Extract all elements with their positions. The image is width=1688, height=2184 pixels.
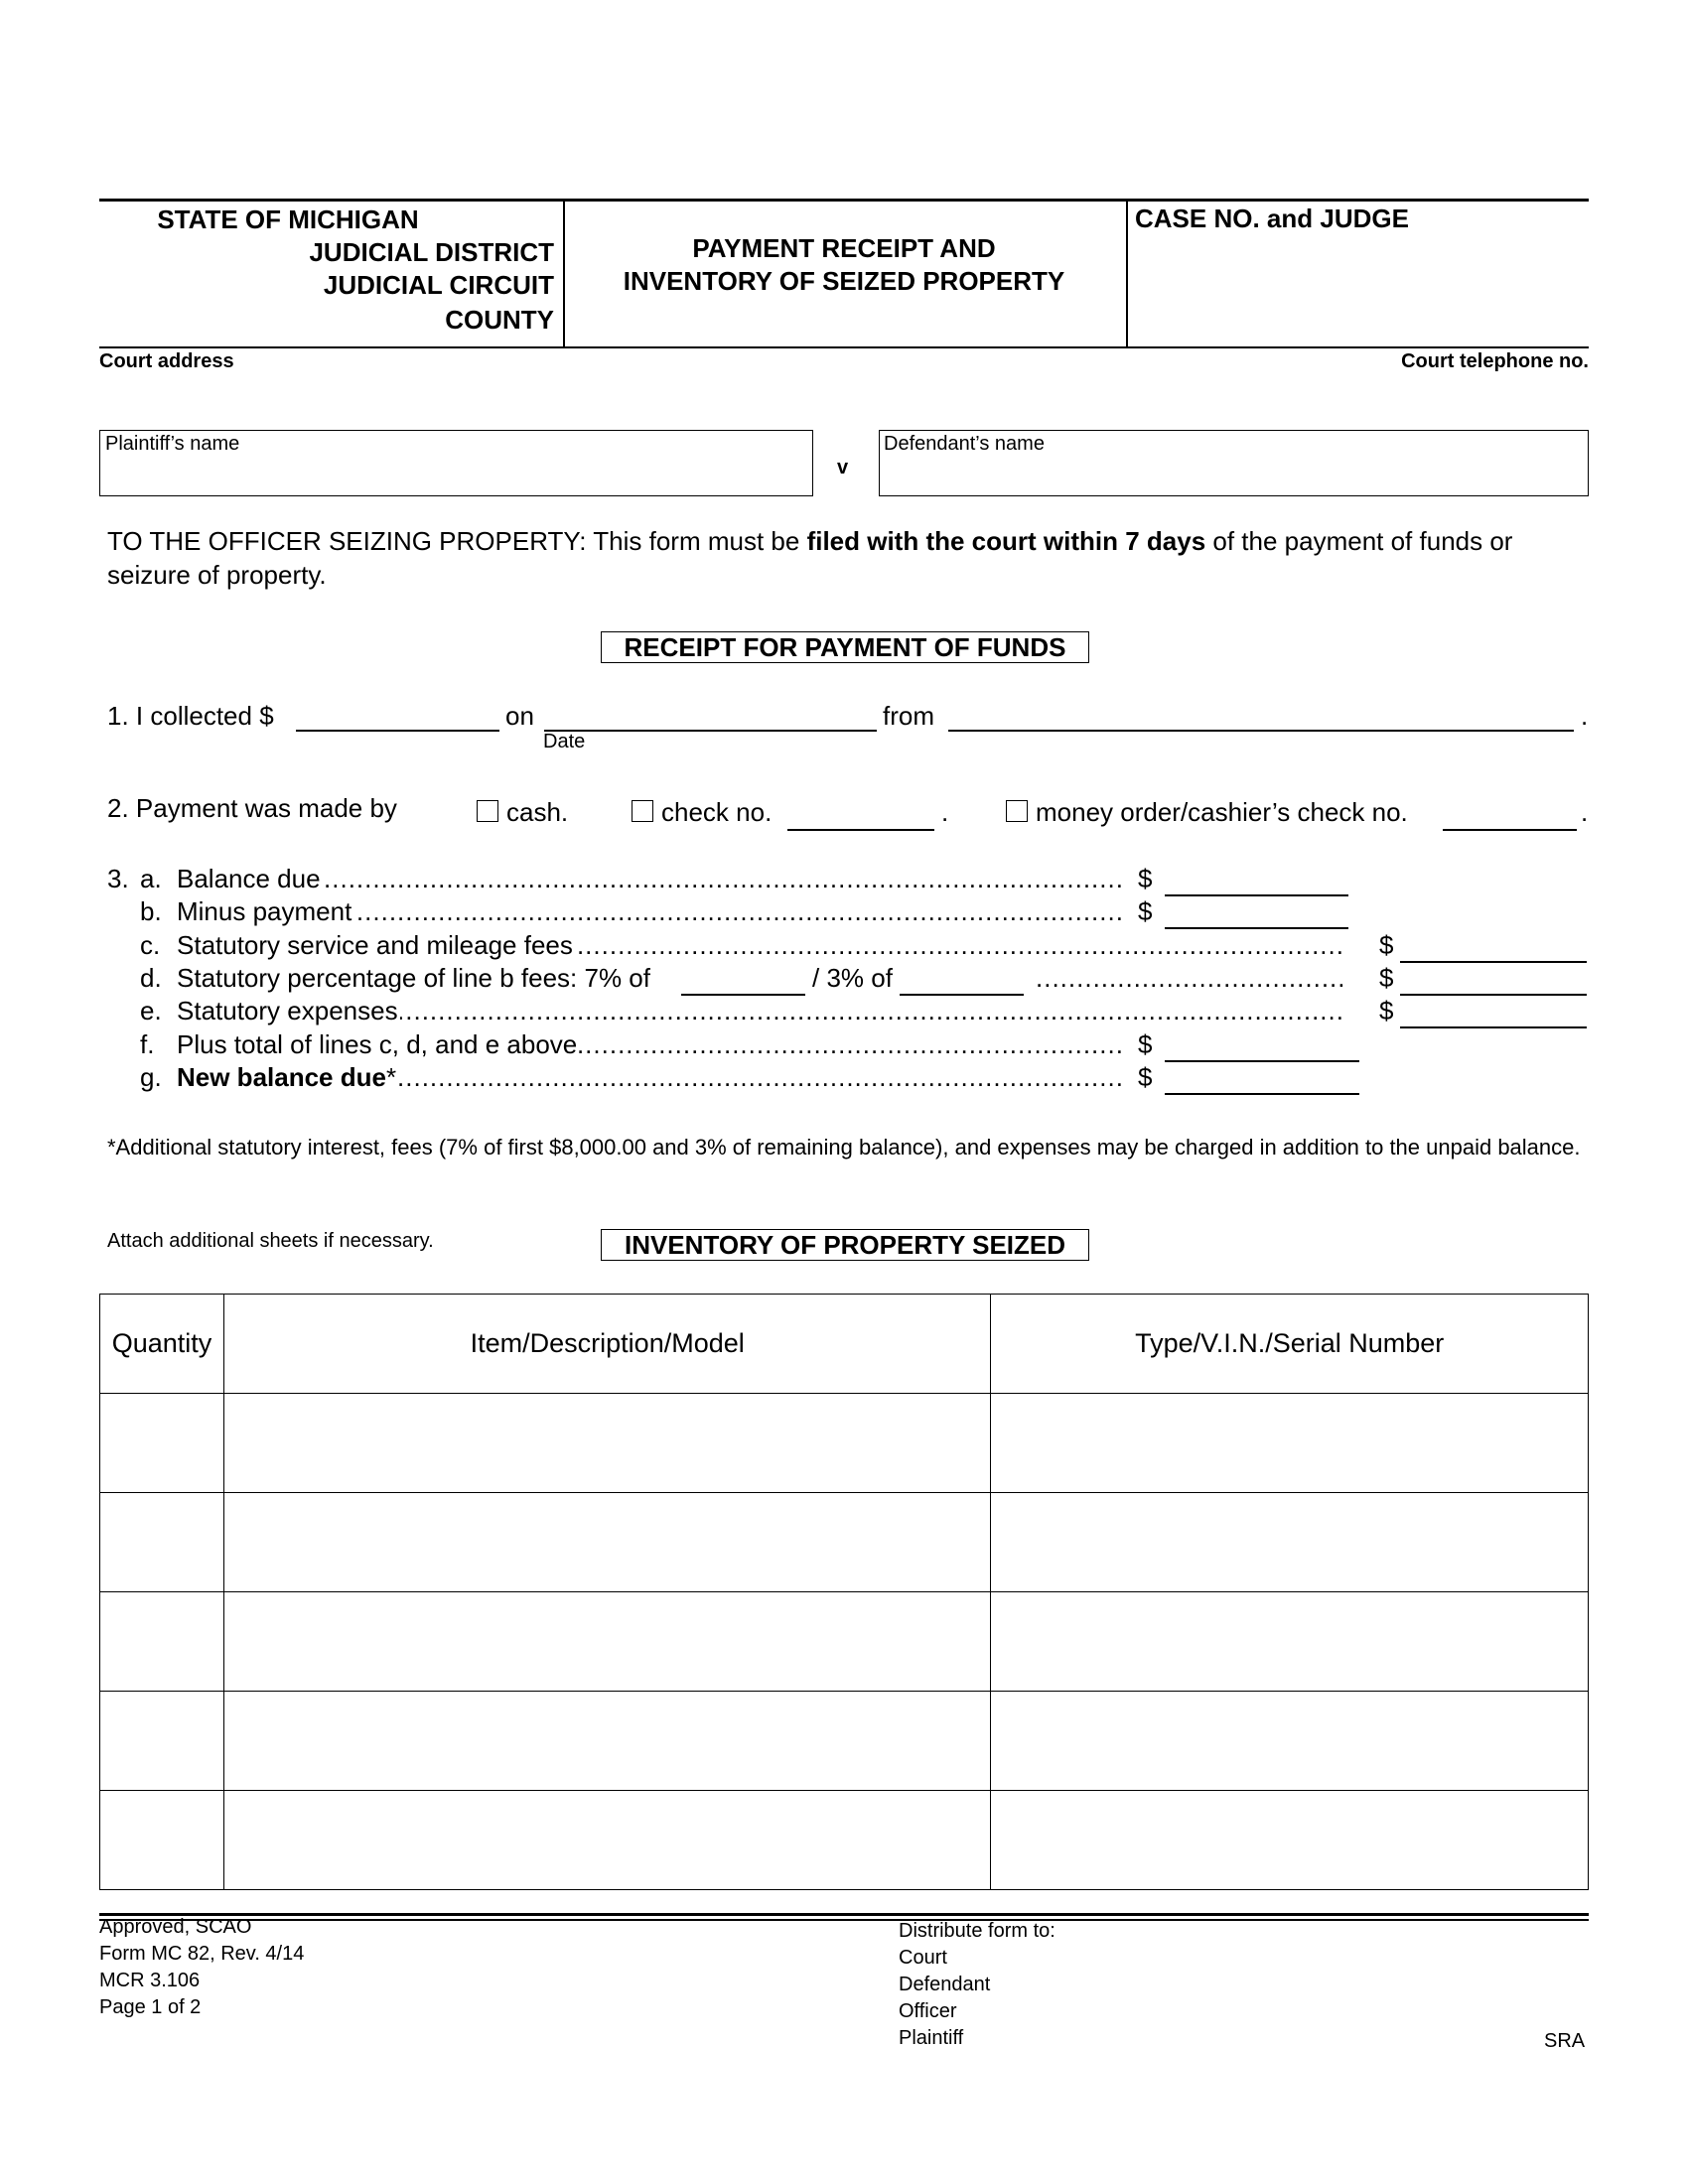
line3d-mid: / 3% of: [812, 963, 893, 993]
header-divider-right: [1126, 201, 1128, 347]
footer-rule-thin: [99, 1919, 1589, 1921]
table-row: [100, 1394, 1589, 1493]
money-order-checkbox[interactable]: [1006, 800, 1028, 822]
line1-from-label: from: [883, 701, 934, 731]
instruction-prefix: TO THE OFFICER SEIZING PROPERTY: This form must be: [107, 526, 807, 556]
column-header-serial: Type/V.I.N./Serial Number: [991, 1295, 1589, 1394]
footer-rule-thick: [99, 1913, 1589, 1916]
serial-cell[interactable]: [991, 1493, 1589, 1592]
form-code: SRA: [1544, 2030, 1586, 2052]
table-row: [100, 1592, 1589, 1692]
court-address-label: Court address: [99, 350, 234, 372]
line3e-letter: e.: [140, 996, 162, 1025]
payment-from-field[interactable]: [948, 730, 1574, 732]
inventory-header-row: [100, 1295, 1589, 1394]
distribute-plaintiff: Plaintiff: [899, 2027, 964, 2049]
court-phone-label: Court telephone no.: [1401, 350, 1589, 372]
statutory-expenses-field[interactable]: [1400, 1026, 1587, 1028]
line3e-dollar: $: [1379, 996, 1394, 1025]
court-district: JUDICIAL DISTRICT: [309, 237, 554, 267]
check-end: .: [941, 797, 949, 827]
line3f-label: Plus total of lines c, d, and e above: [177, 1029, 578, 1059]
amount-collected-field[interactable]: [296, 730, 499, 732]
line3b-letter: b.: [140, 896, 162, 926]
serial-cell[interactable]: [991, 1592, 1589, 1692]
column-header-quantity: Quantity: [100, 1295, 224, 1394]
new-balance-due-field[interactable]: [1165, 1093, 1359, 1095]
line1-end: .: [1581, 701, 1589, 731]
check-number-field[interactable]: [787, 829, 934, 831]
money-order-label: money order/cashier’s check no.: [1036, 797, 1408, 827]
new-balance-label: New balance due: [177, 1062, 386, 1092]
line2-label: 2. Payment was made by: [107, 793, 397, 823]
description-cell[interactable]: [223, 1394, 990, 1493]
line3g-label: [177, 1060, 398, 1094]
defendant-name-field[interactable]: [879, 430, 1589, 496]
versus-label: v: [837, 457, 849, 478]
line3e-label: Statutory expenses: [177, 996, 398, 1025]
line3d-leader: [1036, 961, 1343, 995]
line3c-label: Statutory service and mileage fees: [177, 930, 573, 960]
service-mileage-fees-field[interactable]: [1400, 961, 1587, 963]
line3a-dollar: $: [1138, 864, 1153, 893]
money-order-end: .: [1581, 797, 1589, 827]
court-county: COUNTY: [445, 305, 554, 335]
line3a-label: Balance due: [177, 864, 321, 893]
line1-collected-label: 1. I collected $: [107, 701, 274, 731]
mcr-line: MCR 3.106: [99, 1970, 201, 1991]
form-number-line: Form MC 82, Rev. 4/14: [99, 1943, 305, 1965]
description-cell[interactable]: [223, 1493, 990, 1592]
plaintiff-name-label: Plaintiff’s name: [105, 433, 240, 455]
line3g-letter: g.: [140, 1062, 162, 1092]
header-divider-left: [563, 201, 565, 347]
instruction-suffix: of the payment of funds or seizure of property.: [107, 526, 1513, 590]
interest-footnote: *Additional statutory interest, fees (7% of first $8,000.00 and 3% of remaining balance), and expenses may be charged in addition to the unpaid balance.: [107, 1135, 1581, 1160]
column-header-description: Item/Description/Model: [223, 1295, 990, 1394]
line3d-dollar: $: [1379, 963, 1394, 993]
attach-sheets-note: Attach additional sheets if necessary.: [107, 1230, 434, 1252]
line3-number: 3.: [107, 864, 129, 893]
case-no-label: CASE NO. and JUDGE: [1135, 204, 1409, 233]
check-checkbox[interactable]: [632, 800, 653, 822]
line1-on-label: on: [505, 701, 534, 731]
inventory-table: [99, 1294, 1589, 1890]
description-cell[interactable]: [223, 1791, 990, 1890]
distribute-court: Court: [899, 1947, 947, 1969]
page-number-line: Page 1 of 2: [99, 1996, 202, 2018]
line3d-letter: d.: [140, 963, 162, 993]
line3b-dollar: $: [1138, 896, 1153, 926]
plaintiff-name-field[interactable]: [99, 430, 813, 496]
receipt-section-title: RECEIPT FOR PAYMENT OF FUNDS: [601, 631, 1089, 663]
court-circuit: JUDICIAL CIRCUIT: [323, 270, 554, 300]
total-cde-field[interactable]: [1165, 1060, 1359, 1062]
cash-label: cash.: [506, 797, 569, 827]
inventory-section-title: INVENTORY OF PROPERTY SEIZED: [601, 1229, 1089, 1261]
payment-date-field[interactable]: [544, 730, 877, 732]
serial-cell[interactable]: [991, 1692, 1589, 1791]
money-order-number-field[interactable]: [1443, 829, 1577, 831]
header-bottom-rule: [99, 346, 1589, 348]
line3d-label: Statutory percentage of line b fees: 7% of: [177, 963, 650, 993]
quantity-cell[interactable]: [100, 1592, 224, 1692]
date-label: Date: [543, 731, 586, 752]
line3c-letter: c.: [140, 930, 161, 960]
check-label: check no.: [661, 797, 773, 827]
officer-instruction: [107, 524, 1597, 592]
table-row: [100, 1791, 1589, 1890]
approved-line: Approved, SCAO: [99, 1916, 252, 1938]
quantity-cell[interactable]: [100, 1394, 224, 1493]
quantity-cell[interactable]: [100, 1493, 224, 1592]
line3f-dollar: $: [1138, 1029, 1153, 1059]
defendant-name-label: Defendant’s name: [884, 433, 1045, 455]
header-top-rule: [99, 199, 1589, 202]
distribute-officer: Officer: [899, 2000, 957, 2022]
form-title-line1: PAYMENT RECEIPT AND: [692, 233, 996, 263]
cash-checkbox[interactable]: [477, 800, 498, 822]
table-row: [100, 1493, 1589, 1592]
distribute-label: Distribute form to:: [899, 1920, 1055, 1942]
balance-due-field[interactable]: [1165, 894, 1348, 896]
quantity-cell[interactable]: [100, 1692, 224, 1791]
line3c-dollar: $: [1379, 930, 1394, 960]
distribute-defendant: Defendant: [899, 1974, 991, 1995]
quantity-cell[interactable]: [100, 1791, 224, 1890]
serial-cell[interactable]: [991, 1394, 1589, 1493]
serial-cell[interactable]: [991, 1791, 1589, 1890]
line3f-letter: f.: [140, 1029, 155, 1059]
description-cell[interactable]: [223, 1592, 990, 1692]
table-row: [100, 1692, 1589, 1791]
form-approval-info: [99, 1914, 304, 2021]
line3b-label: Minus payment: [177, 896, 352, 926]
form-title-line2: INVENTORY OF SEIZED PROPERTY: [623, 266, 1065, 296]
distribution-list: [899, 1918, 1055, 2052]
new-balance-asterisk: *: [385, 1062, 397, 1092]
line3g-dollar: $: [1138, 1062, 1153, 1092]
percentage-fees-field[interactable]: [1400, 994, 1587, 996]
description-cell[interactable]: [223, 1692, 990, 1791]
instruction-deadline: filed with the court within 7 days: [806, 526, 1206, 556]
court-state: STATE OF MICHIGAN: [157, 205, 419, 234]
line3a-letter: a.: [140, 864, 162, 893]
